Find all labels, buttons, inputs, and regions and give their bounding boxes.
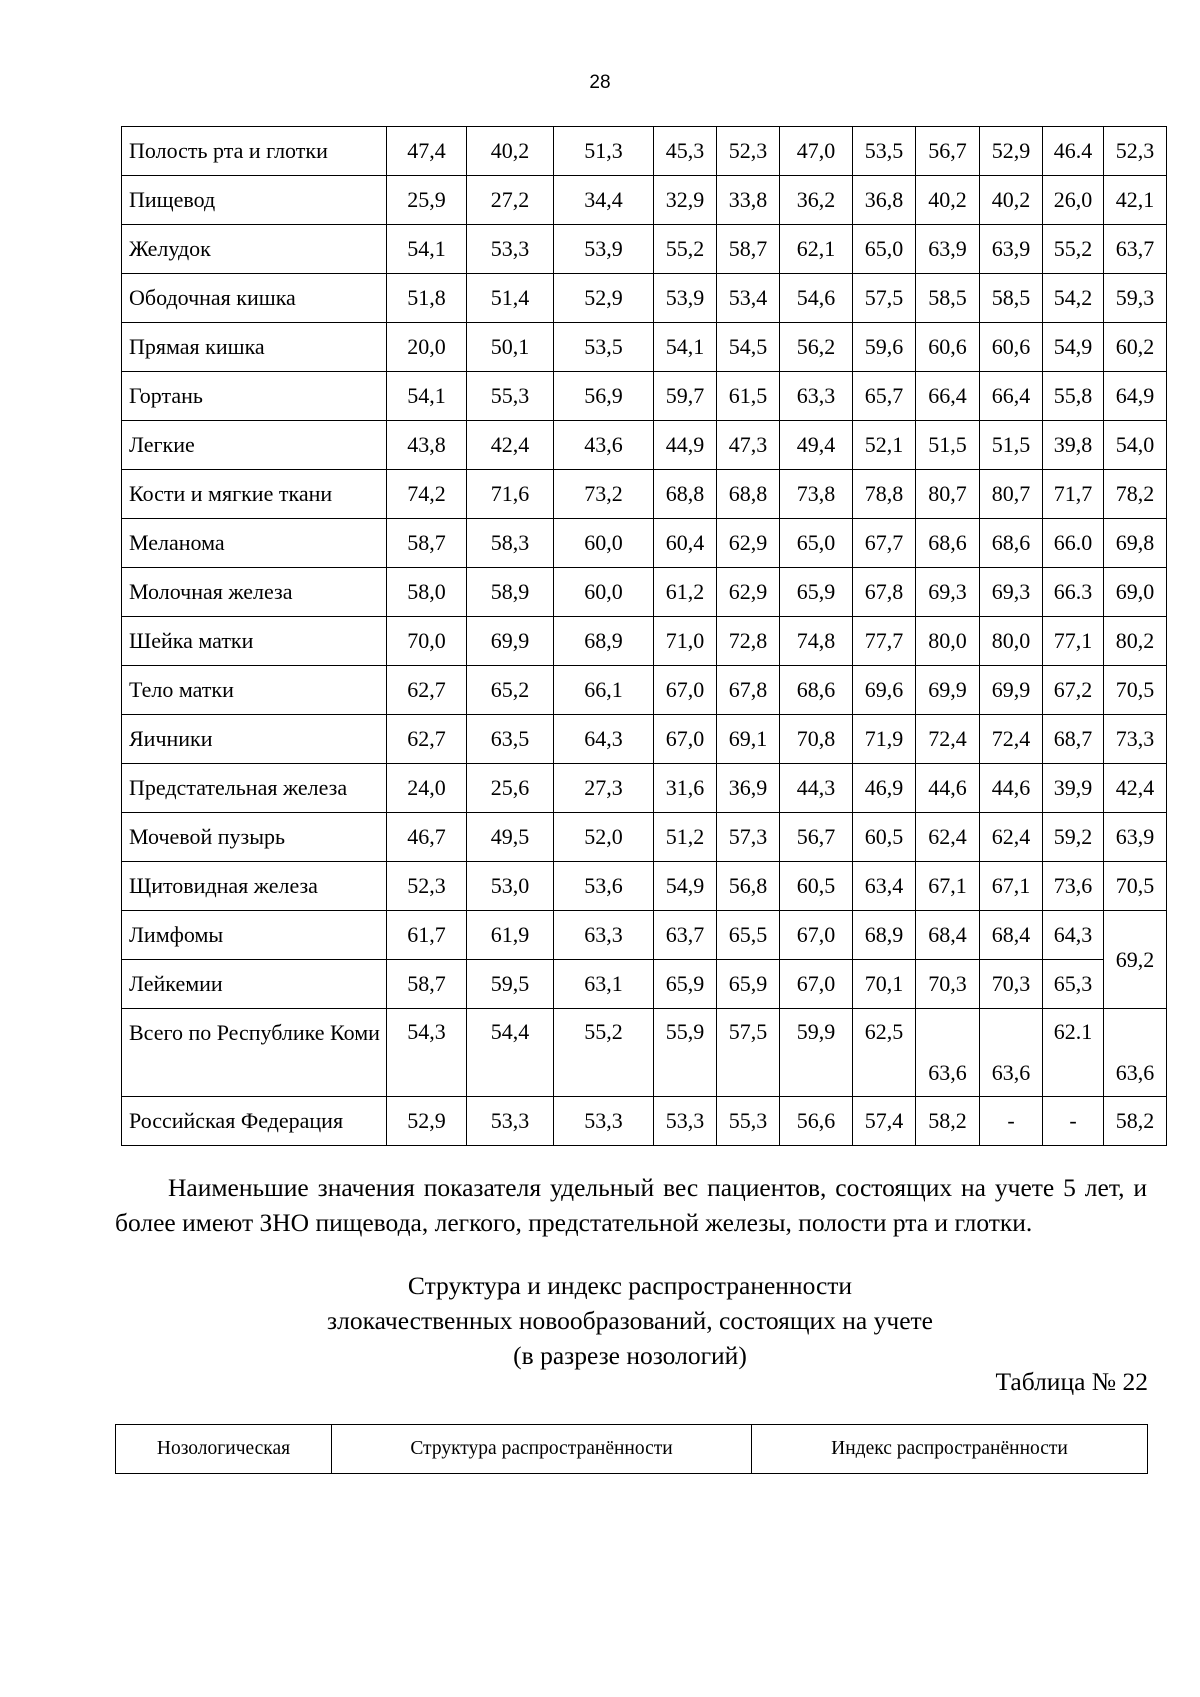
row-label: Полость рта и глотки [122,127,387,176]
value-cell: 67,0 [780,960,853,1009]
value-cell: 62,7 [387,666,467,715]
table-row [122,519,1167,568]
summary-paragraph: Наименьшие значения показателя удельный вес пациентов, состоящих на учете 5 лет, и более имеют ЗНО пищевода, легкого, предстательной железы, полости рта и глотки. [115,1173,1147,1237]
row-label: Меланома [122,519,387,568]
value-cell: 80,0 [980,617,1043,666]
table-row [122,127,1167,176]
value-cell: 56,2 [780,323,853,372]
table-caption: Таблица № 22 [995,1367,1148,1396]
value-cell: 68,7 [1043,715,1104,764]
value-cell: 61,5 [717,372,780,421]
value-cell: 54,3 [387,1009,467,1097]
value-cell: 54,9 [1043,323,1104,372]
value-cell: 63,7 [654,911,717,960]
value-cell: 53,3 [467,225,554,274]
value-cell: 55,2 [1043,225,1104,274]
value-cell: 59,2 [1043,813,1104,862]
header-nosology: Нозологическая [116,1425,332,1474]
value-cell: 67,0 [654,715,717,764]
value-cell: 53,3 [467,1097,554,1146]
value-cell: 72,4 [980,715,1043,764]
value-cell: 66.0 [1043,519,1104,568]
value-cell: 73,6 [1043,862,1104,911]
table-row [122,715,1167,764]
value-cell: 52,3 [1104,127,1167,176]
value-cell: 27,2 [467,176,554,225]
value-cell: 42,4 [467,421,554,470]
row-label: Лимфомы [122,911,387,960]
value-cell: 31,6 [654,764,717,813]
row-label-text: Всего по Республике Коми [129,1020,380,1045]
value-cell: 52,1 [853,421,916,470]
row-label: Шейка матки [122,617,387,666]
survival-table-body [122,127,1167,1146]
value-cell: 39,8 [1043,421,1104,470]
row-label: Тело матки [122,666,387,715]
value-cell: 67,0 [654,666,717,715]
value-cell: 70,1 [853,960,916,1009]
value-cell: 62.1 [1043,1009,1104,1097]
value-cell: 52,0 [554,813,654,862]
value-cell: 56,9 [554,372,654,421]
value-cell: 63,6 [916,1009,980,1097]
value-cell: 53,6 [554,862,654,911]
value-cell: 71,6 [467,470,554,519]
value-cell: 42,1 [1104,176,1167,225]
row-label: Щитовидная железа [122,862,387,911]
value-cell: 67,0 [780,911,853,960]
merged-value-cell: 69,2 [1104,911,1167,1009]
value-cell: 69,1 [717,715,780,764]
value-cell: 59,7 [654,372,717,421]
value-cell: 53,9 [654,274,717,323]
value-cell: 43,6 [554,421,654,470]
value-cell: 60,0 [554,519,654,568]
value-cell: 24,0 [387,764,467,813]
value-cell: 52,9 [387,1097,467,1146]
value-cell: 68,6 [916,519,980,568]
header-structure: Структура распространённости [332,1425,752,1474]
value-cell: 73,8 [780,470,853,519]
value-cell: 69,9 [467,617,554,666]
value-cell: 74,8 [780,617,853,666]
value-cell: 53,0 [467,862,554,911]
value-cell: 68,6 [980,519,1043,568]
value-cell: 73,3 [1104,715,1167,764]
value-cell: 53,9 [554,225,654,274]
value-cell: 70,5 [1104,666,1167,715]
value-cell: 56,6 [780,1097,853,1146]
value-cell: 65,5 [717,911,780,960]
value-cell: 51,5 [980,421,1043,470]
value-cell: 70,3 [980,960,1043,1009]
value-cell: 49,5 [467,813,554,862]
value-cell: 63,4 [853,862,916,911]
value-cell: 63,9 [1104,813,1167,862]
value-cell: 47,3 [717,421,780,470]
value-cell: 20,0 [387,323,467,372]
value-cell: 63,9 [916,225,980,274]
value-cell: 60,6 [980,323,1043,372]
row-label: Пищевод [122,176,387,225]
value-cell: 56,7 [780,813,853,862]
heading-line-3: (в разрезе нозологий) [513,1341,747,1370]
value-cell: 80,7 [916,470,980,519]
value-cell: 66,4 [916,372,980,421]
row-label: Мочевой пузырь [122,813,387,862]
value-cell: 60,4 [654,519,717,568]
value-cell: 39,9 [1043,764,1104,813]
value-cell: 55,2 [554,1009,654,1097]
value-cell: 40,2 [980,176,1043,225]
value-cell: 78,2 [1104,470,1167,519]
value-cell: 46.4 [1043,127,1104,176]
page-number: 28 [589,72,611,93]
value-cell: 80,2 [1104,617,1167,666]
value-cell: 71,9 [853,715,916,764]
value-cell: 63,3 [554,911,654,960]
value-cell: 65,9 [654,960,717,1009]
value-cell: 47,4 [387,127,467,176]
row-label: Желудок [122,225,387,274]
value-cell: 62,1 [780,225,853,274]
table-row [122,274,1167,323]
row-label: Прямая кишка [122,323,387,372]
value-cell: 54,0 [1104,421,1167,470]
table-row [122,666,1167,715]
value-cell: 54,6 [780,274,853,323]
value-cell: 66.3 [1043,568,1104,617]
value-cell: 26,0 [1043,176,1104,225]
value-cell: 67,7 [853,519,916,568]
value-cell: 57,4 [853,1097,916,1146]
value-cell: 62,9 [717,519,780,568]
value-cell: 52,9 [554,274,654,323]
value-cell: 44,9 [654,421,717,470]
value-cell: 69,6 [853,666,916,715]
value-cell: 69,9 [916,666,980,715]
value-cell: 69,3 [916,568,980,617]
value-cell: 53,4 [717,274,780,323]
value-cell: 65,7 [853,372,916,421]
value-cell: 74,2 [387,470,467,519]
value-cell: 62,5 [853,1009,916,1097]
value-cell: 65,2 [467,666,554,715]
value-cell: 57,3 [717,813,780,862]
value-cell: 66,1 [554,666,654,715]
value-cell: 55,2 [654,225,717,274]
value-cell: 65,0 [780,519,853,568]
value-cell: 58,7 [387,960,467,1009]
value-cell: 42,4 [1104,764,1167,813]
value-cell: 63,1 [554,960,654,1009]
value-cell: 54,4 [467,1009,554,1097]
table-row [122,617,1167,666]
value-cell: 67,1 [916,862,980,911]
value-cell: 40,2 [916,176,980,225]
value-cell: 64,9 [1104,372,1167,421]
value-cell: 25,9 [387,176,467,225]
value-cell: 27,3 [554,764,654,813]
value-cell: 62,7 [387,715,467,764]
value-cell: 69,9 [980,666,1043,715]
value-cell: 64,3 [554,715,654,764]
table-row [122,813,1167,862]
section-heading [0,1268,1200,1373]
value-cell: 63,5 [467,715,554,764]
table-row [122,568,1167,617]
value-cell: 52,3 [387,862,467,911]
value-cell: 56,8 [717,862,780,911]
value-cell: 67,8 [853,568,916,617]
value-cell: 33,8 [717,176,780,225]
value-cell: 59,9 [780,1009,853,1097]
value-cell: 54,9 [654,862,717,911]
value-cell: 56,7 [916,127,980,176]
row-label: Гортань [122,372,387,421]
row-label: Кости и мягкие ткани [122,470,387,519]
table-row [122,960,1167,1009]
value-cell: 59,5 [467,960,554,1009]
prevalence-table [115,1424,1148,1474]
value-cell: 62,9 [717,568,780,617]
table-row [122,470,1167,519]
value-cell: 51,5 [916,421,980,470]
value-cell: 70,8 [780,715,853,764]
value-cell: 51,3 [554,127,654,176]
value-cell: - [1043,1097,1104,1146]
value-cell: 53,5 [853,127,916,176]
value-cell: 69,0 [1104,568,1167,617]
value-cell: 47,0 [780,127,853,176]
row-label: Лейкемии [122,960,387,1009]
value-cell: 63,6 [980,1009,1043,1097]
value-cell: 68,8 [654,470,717,519]
value-cell: 45,3 [654,127,717,176]
value-cell: 65,3 [1043,960,1104,1009]
table-row [122,862,1167,911]
row-label: Предстательная железа [122,764,387,813]
value-cell: 36,9 [717,764,780,813]
value-cell: 59,6 [853,323,916,372]
value-cell: 62,4 [980,813,1043,862]
table-row [122,911,1167,960]
value-cell: 58,0 [387,568,467,617]
value-cell: 69,3 [980,568,1043,617]
value-cell: - [980,1097,1043,1146]
value-cell: 70,5 [1104,862,1167,911]
heading-line-1: Структура и индекс распространенности [407,1271,853,1300]
value-cell: 59,3 [1104,274,1167,323]
survival-table [121,126,1167,1146]
value-cell: 65,0 [853,225,916,274]
row-label [122,1009,387,1097]
value-cell: 54,1 [387,372,467,421]
value-cell: 72,4 [916,715,980,764]
header-index: Индекс распространённости [752,1425,1148,1474]
row-label: Российская Федерация [122,1097,387,1146]
value-cell: 80,0 [916,617,980,666]
value-cell: 63,6 [1104,1009,1167,1097]
value-cell: 70,3 [916,960,980,1009]
value-cell: 60,0 [554,568,654,617]
value-cell: 63,7 [1104,225,1167,274]
value-cell: 55,8 [1043,372,1104,421]
value-cell: 52,3 [717,127,780,176]
value-cell: 67,8 [717,666,780,715]
value-cell: 52,9 [980,127,1043,176]
value-cell: 25,6 [467,764,554,813]
value-cell: 58,2 [916,1097,980,1146]
value-cell: 44,3 [780,764,853,813]
row-label: Яичники [122,715,387,764]
value-cell: 58,9 [467,568,554,617]
value-cell: 68,8 [717,470,780,519]
value-cell: 50,1 [467,323,554,372]
value-cell: 68,6 [780,666,853,715]
value-cell: 58,7 [387,519,467,568]
value-cell: 58,2 [1104,1097,1167,1146]
value-cell: 57,5 [717,1009,780,1097]
value-cell: 69,8 [1104,519,1167,568]
value-cell: 58,7 [717,225,780,274]
value-cell: 64,3 [1043,911,1104,960]
value-cell: 63,9 [980,225,1043,274]
value-cell: 60,6 [916,323,980,372]
value-cell: 44,6 [980,764,1043,813]
table-row [122,323,1167,372]
value-cell: 51,2 [654,813,717,862]
value-cell: 36,8 [853,176,916,225]
table-row [122,372,1167,421]
value-cell: 71,7 [1043,470,1104,519]
value-cell: 68,9 [554,617,654,666]
value-cell: 49,4 [780,421,853,470]
table-row [122,176,1167,225]
value-cell: 44,6 [916,764,980,813]
value-cell: 34,4 [554,176,654,225]
value-cell: 54,5 [717,323,780,372]
value-cell: 57,5 [853,274,916,323]
value-cell: 55,3 [717,1097,780,1146]
value-cell: 68,4 [916,911,980,960]
value-cell: 60,2 [1104,323,1167,372]
value-cell: 51,8 [387,274,467,323]
value-cell: 67,1 [980,862,1043,911]
heading-line-2: злокачественных новообразований, состоящих на учете [327,1306,933,1335]
table-row [122,1009,1167,1097]
value-cell: 65,9 [717,960,780,1009]
value-cell: 71,0 [654,617,717,666]
value-cell: 77,1 [1043,617,1104,666]
value-cell: 63,3 [780,372,853,421]
value-cell: 80,7 [980,470,1043,519]
value-cell: 61,9 [467,911,554,960]
value-cell: 73,2 [554,470,654,519]
value-cell: 54,1 [387,225,467,274]
value-cell: 32,9 [654,176,717,225]
table-row [122,764,1167,813]
value-cell: 58,5 [916,274,980,323]
value-cell: 77,7 [853,617,916,666]
table-row [122,421,1167,470]
value-cell: 53,3 [554,1097,654,1146]
row-label: Молочная железа [122,568,387,617]
value-cell: 68,4 [980,911,1043,960]
row-label: Легкие [122,421,387,470]
value-cell: 46,9 [853,764,916,813]
value-cell: 58,5 [980,274,1043,323]
value-cell: 55,3 [467,372,554,421]
value-cell: 60,5 [853,813,916,862]
value-cell: 55,9 [654,1009,717,1097]
table-row [122,1097,1167,1146]
value-cell: 61,7 [387,911,467,960]
value-cell: 61,2 [654,568,717,617]
value-cell: 78,8 [853,470,916,519]
row-label: Ободочная кишка [122,274,387,323]
value-cell: 53,5 [554,323,654,372]
value-cell: 40,2 [467,127,554,176]
value-cell: 36,2 [780,176,853,225]
value-cell: 62,4 [916,813,980,862]
prevalence-table-header [116,1425,1148,1474]
value-cell: 58,3 [467,519,554,568]
value-cell: 53,3 [654,1097,717,1146]
value-cell: 66,4 [980,372,1043,421]
value-cell: 51,4 [467,274,554,323]
value-cell: 43,8 [387,421,467,470]
value-cell: 70,0 [387,617,467,666]
table-row [122,225,1167,274]
value-cell: 65,9 [780,568,853,617]
value-cell: 54,1 [654,323,717,372]
value-cell: 46,7 [387,813,467,862]
value-cell: 54,2 [1043,274,1104,323]
value-cell: 72,8 [717,617,780,666]
value-cell: 68,9 [853,911,916,960]
value-cell: 60,5 [780,862,853,911]
value-cell: 67,2 [1043,666,1104,715]
